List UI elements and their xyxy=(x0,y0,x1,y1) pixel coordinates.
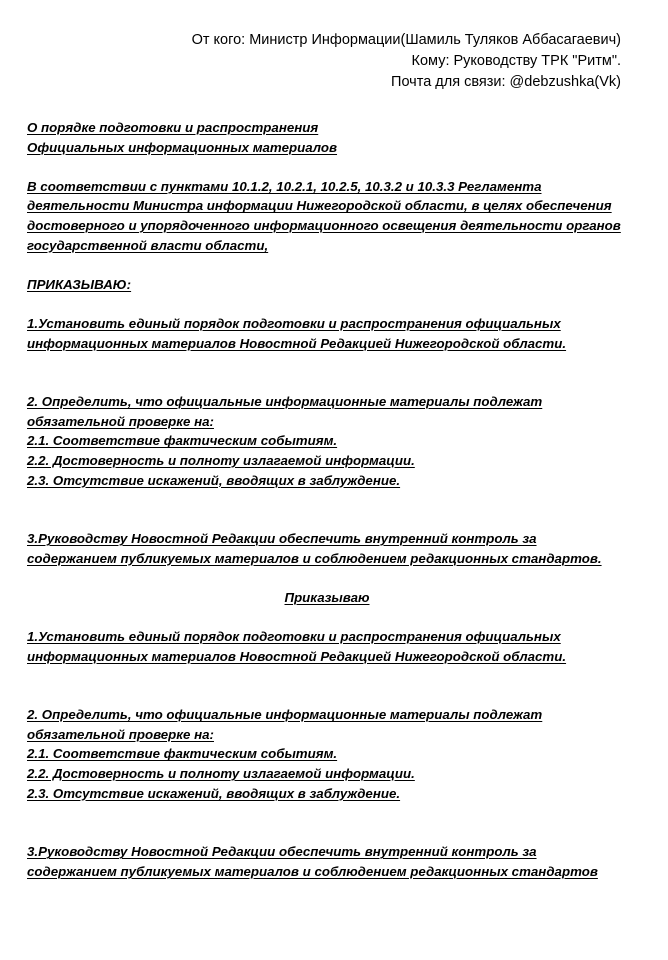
clause-2-1-second-text: 2.1. Соответствие фактическим событиям. xyxy=(27,746,338,762)
spacer xyxy=(27,157,627,177)
spacer xyxy=(27,803,627,842)
preamble-text: В соответствии с пунктами 10.1.2, 10.2.1, 10.2.5, 10.3.2 и 10.3.3 Регламента деятельности Министра информации Нижегородской области, в целях обеспечения достоверного и упорядоченного информационного освещения деятельности органов государственной власти области, xyxy=(27,178,621,253)
order-heading-caps xyxy=(27,275,627,295)
document-title-line-1: О порядке подготовки и распространения xyxy=(27,120,319,135)
spacer xyxy=(27,353,627,392)
preamble-paragraph xyxy=(27,177,627,255)
header-contact-line: Почта для связи: @debzushka(Vk) xyxy=(391,74,621,90)
clause-2-2-first-text: 2.2. Достоверность и полноту излагаемой информации. xyxy=(27,452,415,468)
clause-2-3-first-text: 2.3. Отсутствие искажений, вводящих в заблуждение. xyxy=(27,472,401,488)
document-header xyxy=(27,30,621,93)
order-heading-caps-text: ПРИКАЗЫВАЮ: xyxy=(27,276,132,292)
clause-2-3-second-text: 2.3. Отсутствие искажений, вводящих в заблуждение. xyxy=(27,785,401,801)
spacer xyxy=(27,255,627,275)
clause-1-first-text: 1.Установить единый порядок подготовки и распространения официальных информационных материалов Новостной Редакцией Нижегородской области. xyxy=(27,315,567,351)
spacer xyxy=(27,490,627,529)
document-title xyxy=(27,118,627,157)
clause-3-first-text: 3.Руководству Новостной Редакции обеспечить внутренний контроль за содержанием публикуемых материалов и соблюдением редакционных стандартов. xyxy=(27,531,602,566)
header-from-line: От кого: Министр Информации(Шамиль Туляков Аббасагаевич) xyxy=(191,32,621,48)
document-title-line-2: Официальных информационных материалов xyxy=(27,139,338,155)
clause-1-second-text: 1.Установить единый порядок подготовки и распространения официальных информационных материалов Новостной Редакцией Нижегородской области. xyxy=(27,629,567,664)
spacer xyxy=(27,666,627,705)
clause-1-first xyxy=(27,314,627,353)
clause-3-first xyxy=(27,529,627,568)
clause-2-first xyxy=(27,392,627,490)
clause-3-second xyxy=(27,842,627,881)
clause-1-second xyxy=(27,627,627,666)
spacer xyxy=(27,607,627,627)
clause-2-intro-second-text: 2. Определить, что официальные информационные материалы подлежат обязательной проверке на: xyxy=(27,707,543,742)
clause-2-2-second-text: 2.2. Достоверность и полноту излагаемой информации. xyxy=(27,766,415,782)
clause-3-second-text: 3.Руководству Новостной Редакции обеспечить внутренний контроль за содержанием публикуемых материалов и соблюдением редакционных стандартов xyxy=(27,844,598,879)
spacer xyxy=(27,294,627,314)
clause-2-intro-first-text: 2. Определить, что официальные информационные материалы подлежат обязательной проверке на: xyxy=(27,394,543,429)
order-heading-centered-text: Приказываю xyxy=(284,589,370,605)
clause-2-1-first-text: 2.1. Соответствие фактическим событиям. xyxy=(27,433,338,449)
clause-2-second xyxy=(27,705,627,803)
order-heading-centered xyxy=(27,588,627,608)
spacer xyxy=(27,568,627,588)
header-to-line: Кому: Руководству ТРК "Ритм". xyxy=(411,53,621,69)
document-body xyxy=(27,118,627,881)
